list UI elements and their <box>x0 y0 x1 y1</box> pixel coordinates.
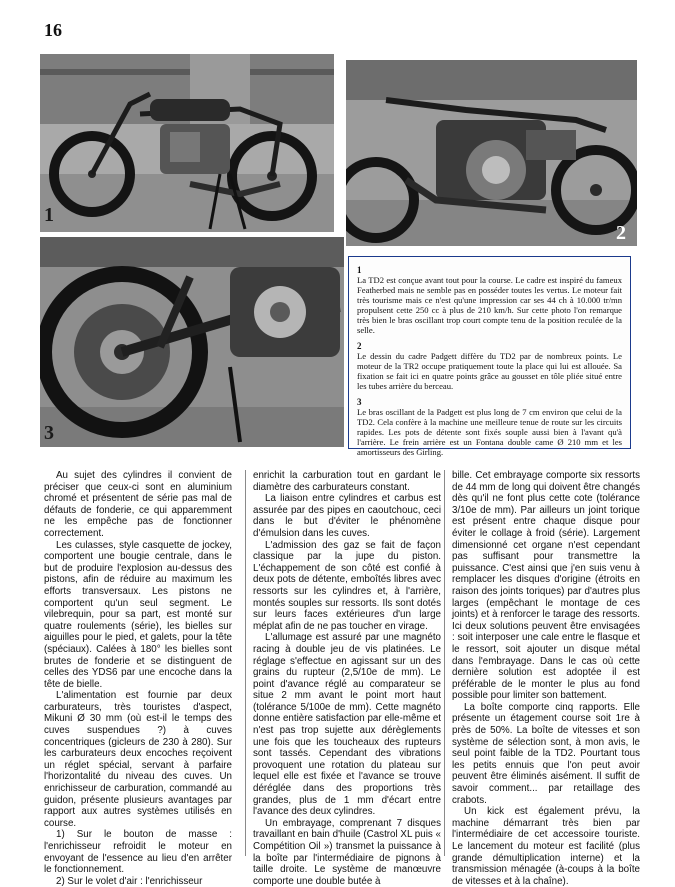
column-1 <box>44 470 232 887</box>
caption-number: 1 <box>357 265 362 275</box>
paragraph: Les culasses, style casquette de jockey, comportent une bougie centrale, dans le but de produire l'explosion au-dessus des pistons, afin de réduire au maximum les efforts transversaux. Les pistons ne comportent qu'un seul segment. Le vilebrequin, pour sa part, est monté sur quatre roulements (série), les bielles sur aiguilles pour le pied, et galets, pour la tête (spéciaux). Calées à 180° les bielles sont brutes de fonderie et se distinguent de celles des YDS6 par une encoche dans la tête de bielle. <box>44 539 232 690</box>
caption-text: Le dessin du cadre Padgett diffère du TD2 par de nombreux points. Le moteur de la TR2 occupe pratiquement toute la place qui lui est allouée. Sa fixation se fait ici en quatre points grâce au gousset en tôle pliée situé entre les tubes arrière du berceau. <box>357 351 622 391</box>
paragraph: La boîte comporte cinq rapports. Elle présente un étagement course soit 1re à près de 50%. La boîte de vitesses et son système de sélection sont, à mon avis, le seul point faible de la TD2. Pourtant tous les petits ennuis que l'on peut avoir peuvent être éliminés aisément. Il suffit de savoir comment... par retaillage des crabots. <box>452 701 640 806</box>
paragraph: bille. Cet embrayage comporte six ressorts de 44 mm de long qui doivent être changés dès qu'il ne font plus cette cote (tolérance 3/10e de mm). Par ailleurs un joint torique est présent entre chaque disque pour éviter le collage à froid (série). Largement dimensionné cet organe n'est cependant pas suffisant pour transmettre la puissance. C'est ainsi que j'en suis venu à remplacer les disques d'origine (étroits en raison des joints toriques) par d'autres plus larges (empêchant le montage de ces joints) et à renforcer le tarage des ressorts. Ici deux solutions peuvent être envisagées : soit interposer une cale entre le flasque et le ressort, soit ajouter un disque métal dans l'embrayage. Dans le cas où cette dernière solution est adoptée il est préférable de le monter le plus au fond possible pour limiter son battement. <box>452 470 640 702</box>
caption-text: La TD2 est conçue avant tout pour la course. Le cadre est inspiré du fameux Featherbed mais ne semble pas en posséder toutes les vertus. Le moteur fait très tourisme mais ce n'est qu'une impression car ses 44 ch à 10.000 tr/mn propulsent cette 250 cc à plus de 210 km/h. Sur cette photo l'on remarque très bien le bras oscillant trop court compte tenu de la position reculée de la selle. <box>357 275 622 335</box>
caption-text: Le bras oscillant de la Padgett est plus long de 7 cm environ que celui de la TD2. Cela confère à la machine une meilleure tenue de route sur les circuits rapides. Les pots de détente sont fixés souple aussi bien à l'avant qu'à l'arrière. Le frein arrière est un Fontana double came Ø 210 mm et les amortisseurs des Girling. <box>357 407 622 457</box>
paragraph: L'alimentation est fournie par deux carburateurs, très touristes d'aspect, Mikuni Ø 30 mm (où est-il le temps des cuves suspendues ?) à cuves concentriques (gicleurs de 230 à 280). Sur les carburateurs deux encoches reçoivent un réglet spécial, servant à parfaire l'horizontalité du niveau des cuves. Un enrichisseur de carburation, commandé au guidon, présente plusieurs avantages par rapport aux autres systèmes utilisés en course. <box>44 690 232 829</box>
photo-padgett-swingarm <box>40 237 344 447</box>
paragraph: Un embrayage, comprenant 7 disques travaillant en bain d'huile (Castrol XL puis « Compétition Oil ») transmet la puissance à la boîte par l'intermédiaire de pignons à taille droite. Le système de manœuvre comporte une double butée à <box>253 817 441 887</box>
paragraph: Un kick est également prévu, la machine démarrant très bien par l'intermédiaire de cet accessoire touriste. Le lancement du moteur est facilité (plus grande démultiplication interne) et la transmission ménagée (à-coups à la boîte de vitesses et à la chaîne). <box>452 806 640 887</box>
article-body <box>40 470 640 887</box>
photo-padgett-frame <box>346 60 637 246</box>
paragraph: L'allumage est assuré par une magnéto racing à double jeu de vis platinées. Le réglage s'effectue en agissant sur un des grains du rupteur (2,5/10e de mm). Le point d'avance réglé au comparateur se situe 2 mm avant le point mort haut (tolérance 5/100e de mm). Cette magnéto donne entière satisfaction par elle-même et n'est pas trop sujette aux dérèglements une fois que les toucheaux des rupteurs sont tassés. Cependant des vibrations provoquent une rotation du plateau sur lequel elle est fixée et l'avance se trouve déréglée dans des proportions très grandes, plus de 1 mm d'écart entre l'avance des deux cylindres. <box>253 632 441 818</box>
page-number: 16 <box>44 20 62 40</box>
paragraph: enrichit la carburation tout en gardant le diamètre des carburateurs constant. <box>253 470 441 493</box>
paragraph: 1) Sur le bouton de masse : l'enrichisseur refroidit le moteur en envoyant de l'essence au lieu d'en arrêter le fonctionnement. <box>44 829 232 876</box>
paragraph: L'admission des gaz se fait de façon classique par la jupe du piston. L'échappement de son côté est confié à deux pots de détente, emboîtés libres avec ressorts sur les cylindres et, à l'arrière, montés souples sur ressorts. Ils sont dotés sur leurs faces extérieures d'un large méplat afin de ne pas toucher en virage. <box>253 539 441 632</box>
photo-label-2: 2 <box>616 222 626 244</box>
paragraph: Au sujet des cylindres il convient de préciser que ceux-ci sont en aluminium chromé et présentent de série pas mal de défauts de fonderie, ce qui apparemment ne les empêche pas de fonctionner correctement. <box>44 470 232 539</box>
paragraph: La liaison entre cylindres et carbus est assurée par des pipes en caoutchouc, ceci dans le but d'éviter le phénomène d'émulsion dans les cuves. <box>253 493 441 539</box>
caption-number: 2 <box>357 341 362 351</box>
caption-number: 3 <box>357 397 362 407</box>
photo-td2-side <box>40 54 334 232</box>
caption-box <box>348 256 631 457</box>
column-3 <box>452 470 640 887</box>
photo-label-1: 1 <box>44 204 54 226</box>
photo-label-3: 3 <box>44 422 54 444</box>
column-2 <box>253 470 441 887</box>
paragraph: 2) Sur le volet d'air : l'enrichisseur <box>56 875 203 887</box>
